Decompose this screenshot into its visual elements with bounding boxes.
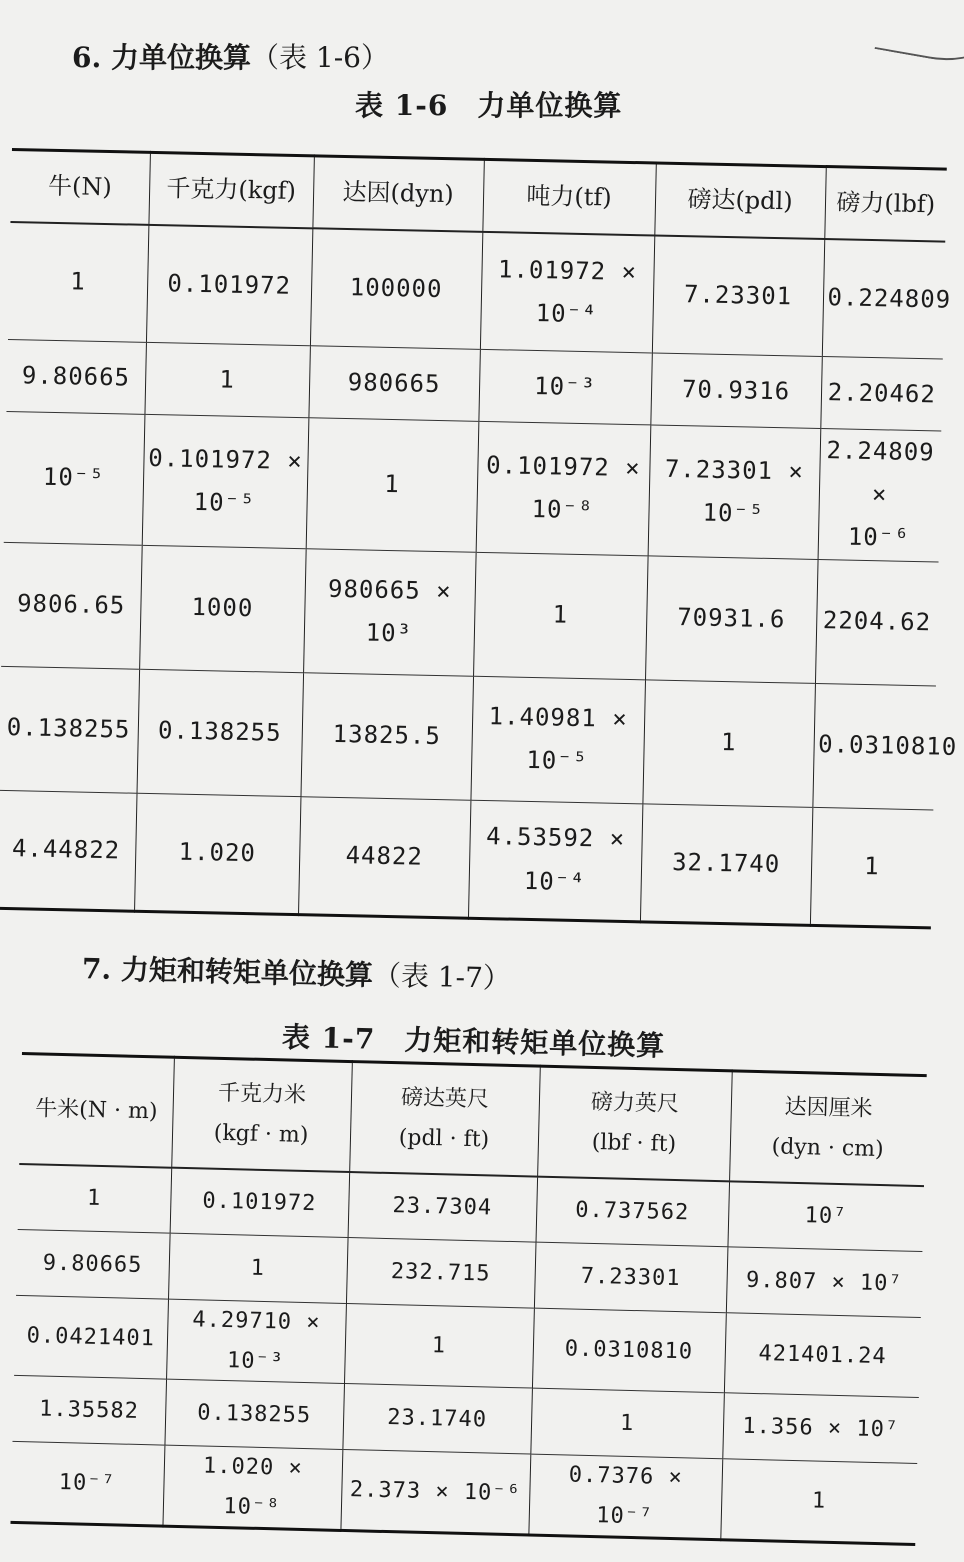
column-header — [312, 156, 483, 232]
header-text: (kgf · m) — [213, 1120, 309, 1148]
table-cell — [650, 353, 821, 429]
header-text: (pdl · ft) — [398, 1124, 490, 1153]
cell-text: 0.101972 — [167, 269, 292, 301]
cell-text: 1000 — [191, 593, 254, 623]
table-cell — [10, 1442, 164, 1527]
table-row — [4, 411, 942, 561]
table-cell — [532, 1308, 726, 1393]
cell-text: 2.20462 — [827, 378, 937, 409]
cell-text: 10⁻⁶ — [847, 522, 910, 553]
table-cell — [342, 1384, 532, 1455]
cell-text: 1 — [384, 470, 401, 499]
header-text: 牛米(N · m) — [34, 1096, 158, 1125]
cell-text: 2.24809 × — [826, 436, 935, 509]
cell-text: 421401.24 — [758, 1340, 887, 1370]
table-cell — [348, 1172, 538, 1243]
table-cell — [473, 552, 648, 680]
cell-text: 10³ — [365, 618, 413, 648]
column-header — [148, 152, 313, 227]
cell-text: 980665 × — [327, 574, 452, 606]
table-cell — [16, 1229, 170, 1299]
table-cell — [346, 1238, 536, 1309]
column-header — [654, 163, 825, 239]
table-cell — [534, 1242, 728, 1313]
cell-text: 1.35582 — [38, 1396, 140, 1424]
cell-text: 0.138255 — [6, 713, 131, 745]
table-cell — [727, 1181, 924, 1252]
cell-text: 0.0310810 — [564, 1336, 694, 1365]
table-cell — [812, 683, 958, 810]
table-cell — [18, 1163, 172, 1233]
cell-text: 0.737562 — [575, 1197, 690, 1226]
table-cell — [818, 428, 942, 561]
table-cell — [722, 1393, 919, 1464]
cell-text: 1.40981 × — [488, 701, 628, 733]
table-cell — [168, 1233, 348, 1303]
cell-text: 1 — [552, 600, 569, 630]
table-cell — [134, 793, 300, 914]
cell-text: 1.020 × 10⁻⁸ — [202, 1453, 304, 1521]
cell-text: 23.1740 — [387, 1404, 488, 1433]
cell-text: 0.101972 — [202, 1188, 317, 1217]
header-text: 磅力(lbf) — [836, 188, 936, 219]
cell-text: 9806.65 — [16, 589, 126, 620]
table-1-6-caption: 表 1-6 力单位换算 — [355, 89, 623, 122]
header-text: 达因厘米 — [784, 1094, 873, 1122]
table-cell — [528, 1454, 722, 1540]
table-cell — [468, 800, 642, 922]
table-cell — [530, 1388, 724, 1459]
cell-text: 1.020 — [178, 837, 257, 868]
cell-text: 0.138255 — [157, 716, 282, 748]
table-cell — [6, 339, 145, 414]
cell-text: 9.80665 — [42, 1250, 143, 1278]
table-cell — [536, 1176, 730, 1247]
table-cell — [146, 224, 312, 345]
table-cell — [14, 1295, 168, 1379]
cell-text: 70.9316 — [681, 374, 791, 406]
cell-text: 0.224809 — [827, 283, 952, 314]
column-header — [349, 1062, 540, 1177]
cell-text: 10⁷ — [804, 1203, 848, 1230]
table-cell — [478, 349, 651, 425]
cell-text: 1 — [250, 1255, 266, 1281]
cell-text: 1 — [431, 1332, 447, 1359]
section-6-title: 6. 力单位换算 — [72, 41, 251, 74]
table-cell — [642, 679, 815, 807]
table-cell — [137, 669, 304, 796]
table-cell — [822, 239, 952, 360]
table-row — [0, 790, 933, 928]
header-text: 吨力(tf) — [526, 181, 613, 212]
cell-text: 1 — [619, 1410, 635, 1436]
cell-text: 1 — [863, 851, 880, 881]
table-cell — [640, 803, 812, 925]
table-cell — [1, 542, 142, 669]
section-7-heading — [82, 947, 512, 997]
table-cell — [8, 221, 148, 342]
table-cell — [726, 1247, 923, 1318]
table-cell — [815, 559, 939, 686]
table-cell — [344, 1303, 534, 1388]
cell-text: 10⁻⁵ — [193, 487, 256, 517]
table-cell — [720, 1459, 917, 1545]
cell-text: 7.23301 — [683, 280, 793, 311]
table-cell — [648, 425, 821, 559]
table-header-row — [19, 1053, 926, 1185]
cell-text: 0.101972 × — [485, 450, 641, 482]
column-header — [824, 167, 946, 242]
table-cell — [306, 418, 479, 552]
table-cell — [164, 1379, 344, 1449]
table-cell — [310, 228, 482, 350]
cell-text: 70931.6 — [676, 603, 786, 634]
cell-text: 2204.62 — [822, 606, 932, 637]
table-cell — [0, 790, 137, 911]
cell-text: 44822 — [345, 841, 424, 871]
cell-text: 980665 — [347, 367, 441, 398]
cell-text: 10⁻⁵ — [526, 745, 589, 776]
header-text: (dyn · cm) — [771, 1134, 884, 1162]
header-text: 千克力米 — [217, 1080, 307, 1109]
header-text: 达因(dyn) — [342, 178, 454, 209]
cell-text: 10⁻⁷ — [58, 1470, 117, 1497]
header-text: 磅力英尺 — [590, 1090, 680, 1118]
page-curl-decoration — [874, 0, 964, 73]
table-row — [0, 666, 936, 810]
table-cell — [0, 666, 139, 793]
cell-text: 32.1740 — [671, 847, 781, 879]
cell-text: 10⁻⁵ — [702, 498, 765, 528]
cell-text: 1 — [720, 728, 737, 757]
section-6-ref: （表 1-6） — [250, 41, 389, 74]
cell-text: 100000 — [349, 273, 443, 304]
column-header — [171, 1057, 352, 1171]
cell-text: 4.53592 × — [485, 822, 626, 854]
table-cell — [476, 421, 651, 555]
cell-text: 9.80665 — [21, 361, 131, 392]
torque-conversion-table — [10, 1052, 926, 1546]
cell-text: 1.01972 × — [497, 254, 638, 286]
column-header — [537, 1066, 732, 1181]
cell-text: 1 — [219, 365, 236, 394]
column-header — [10, 149, 149, 224]
cell-text: 7.23301 × — [664, 454, 805, 486]
section-6-heading — [72, 36, 389, 76]
table-cell — [300, 672, 473, 800]
cell-text: 9.807 × 10⁷ — [745, 1267, 903, 1297]
table-cell — [144, 342, 309, 417]
cell-text: 10⁻⁸ — [531, 494, 594, 525]
cell-text: 1 — [69, 267, 86, 296]
cell-text: 10⁻³ — [533, 371, 597, 402]
table-cell — [810, 807, 933, 928]
cell-text: 232.715 — [390, 1258, 491, 1287]
cell-text: 10⁻⁵ — [42, 462, 106, 493]
cell-text: 10⁻⁴ — [535, 298, 598, 329]
table-cell — [298, 796, 470, 918]
table-cell — [162, 1445, 342, 1531]
table-cell — [724, 1313, 921, 1398]
table-cell — [170, 1167, 350, 1237]
table-cell — [480, 231, 654, 353]
cell-text: 23.7304 — [392, 1193, 493, 1221]
column-header — [19, 1053, 174, 1167]
cell-text: 7.23301 — [580, 1263, 681, 1291]
table-cell — [139, 545, 306, 672]
table-cell — [340, 1450, 530, 1536]
header-text: (lbf · ft) — [591, 1129, 677, 1157]
cell-text: 0.0310810 — [817, 730, 958, 762]
header-text: 磅达(pdl) — [687, 185, 793, 216]
cell-text: 1 — [811, 1488, 827, 1514]
cell-text: 13825.5 — [332, 720, 442, 751]
cell-text: 10⁻⁴ — [523, 866, 586, 896]
table-cell — [820, 357, 942, 432]
table-row — [1, 542, 938, 686]
table-cell — [645, 555, 818, 683]
cell-text: 2.373 × 10⁻⁶ — [349, 1477, 522, 1507]
cell-text: 0.101972 × — [148, 443, 304, 475]
table-cell — [166, 1299, 346, 1384]
column-header — [482, 159, 655, 235]
section-7-title: 7. 力矩和转矩单位换算 — [81, 952, 374, 992]
header-text: 磅达英尺 — [400, 1085, 490, 1113]
header-text: 千克力(kgf) — [166, 174, 297, 206]
cell-text: 4.44822 — [11, 834, 121, 865]
cell-text: 0.0421401 — [26, 1323, 156, 1352]
cell-text: 0.7376 × 10⁻⁷ — [568, 1462, 684, 1530]
table-cell — [470, 676, 645, 804]
table-1-7-caption: 表 1-7 力矩和转矩单位换算 — [281, 1020, 666, 1063]
table-cell — [142, 414, 309, 548]
section-7-ref: （表 1-7） — [372, 958, 512, 995]
force-conversion-table — [0, 148, 958, 929]
table-cell — [303, 548, 476, 676]
table-cell — [4, 411, 145, 544]
table-cell — [308, 346, 479, 422]
cell-text: 1 — [86, 1185, 102, 1211]
header-text: 牛(N) — [47, 171, 113, 202]
table-cell — [652, 235, 824, 357]
cell-text: 1.356 × 10⁷ — [742, 1413, 900, 1443]
table-row — [8, 221, 945, 359]
column-header — [729, 1071, 927, 1186]
cell-text: 0.138255 — [196, 1400, 312, 1429]
table-cell — [12, 1376, 166, 1446]
cell-text: 4.29710 × 10⁻³ — [192, 1307, 321, 1375]
